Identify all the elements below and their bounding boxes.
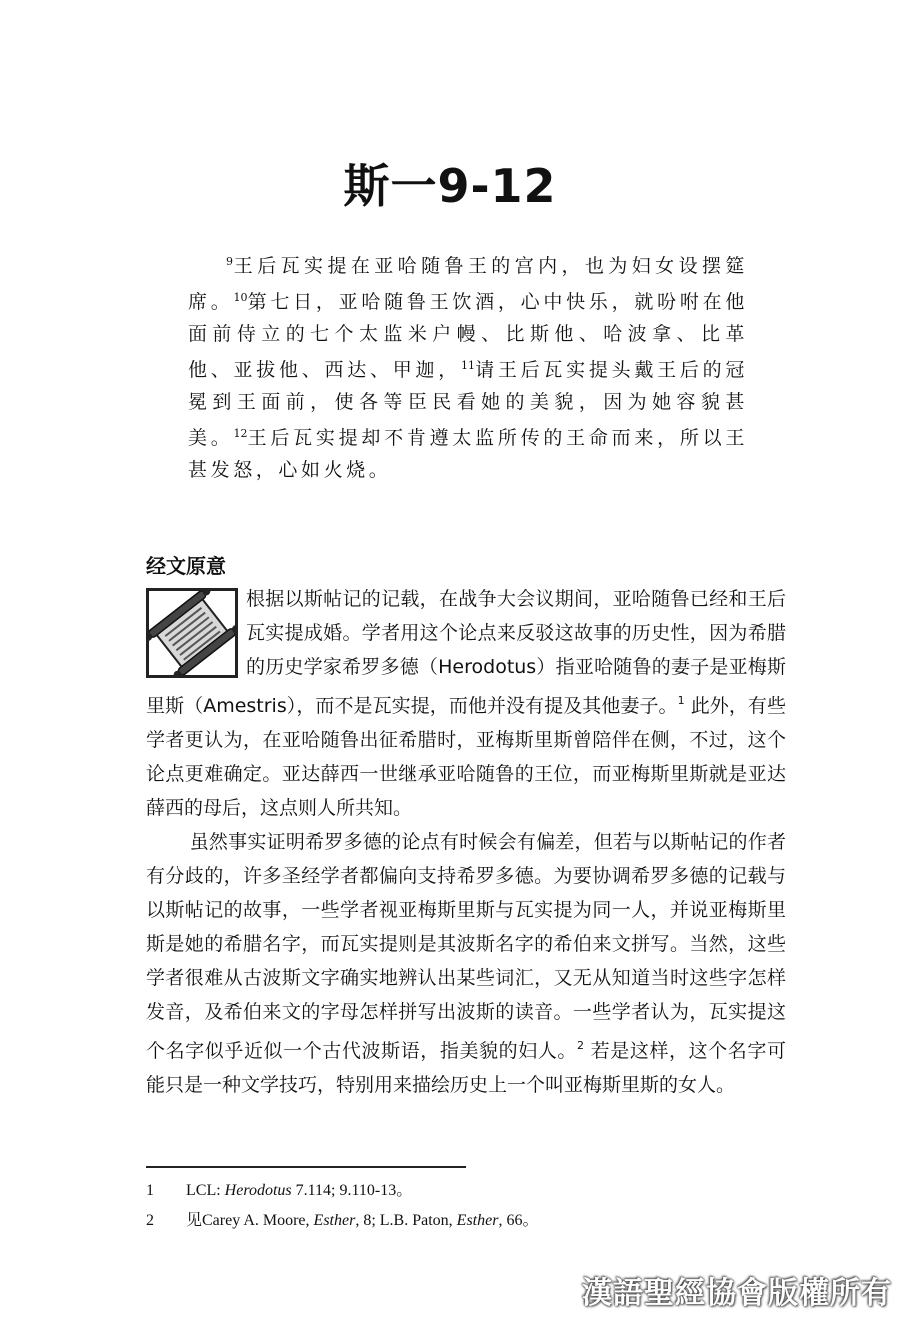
footnote-number: 2 — [146, 1212, 154, 1229]
verse-text: 王后瓦实提却不肯遵太监所传的王命而来，所以王甚发怒，心如火烧。 — [188, 427, 748, 481]
footnote-item — [146, 1206, 786, 1236]
scripture-passage — [188, 246, 748, 486]
scroll-icon — [146, 588, 238, 678]
footnote-item — [146, 1176, 786, 1206]
section-heading: 经文原意 — [146, 554, 226, 578]
verse-text: 请王后瓦实提头戴王后的冠冕到王面前，使各等臣民看她的美貌，因为她容貌甚美。 — [188, 359, 748, 449]
verse-number: 12 — [233, 427, 248, 440]
page-title: 斯一9-12 — [343, 159, 557, 213]
commentary-paragraph — [146, 582, 786, 825]
paragraph-text: 此外，有些学者更认为，在亚哈随鲁出征希腊时，亚梅斯里斯曾陪伴在侧，不过，这个论点更难确定。亚达薛西一世继承亚哈随鲁的王位，而亚梅斯里斯就是亚达薛西的母后，这点则人所共知。 — [146, 695, 786, 819]
footnote-text: 见Carey A. Moore, Esther, 8; L.B. Paton, Esther, 66。 — [186, 1212, 539, 1229]
footnote-divider — [146, 1166, 466, 1168]
copyright-watermark: 漢語聖經協會版權所有 — [582, 1276, 892, 1311]
footnote-ref[interactable]: 2 — [577, 1039, 585, 1052]
footnote-text: LCL: Herodotus 7.114; 9.110-13。 — [186, 1182, 413, 1199]
footnote-ref[interactable]: 1 — [677, 694, 685, 707]
paragraph-text: 虽然事实证明希罗多德的论点有时候会有偏差，但若与以斯帖记的作者有分歧的，许多圣经学者都偏向支持希罗多德。为要协调希罗多德的记载与以斯帖记的故事，一些学者视亚梅斯里斯与瓦实提为同一人，并说亚梅斯里斯是她的希腊名字，而瓦实提则是其波斯名字的希伯来文拼写。当然，这些学者很难从古波斯文字确实地辨认出某些词汇，又无从知道当时这些字怎样发音，及希伯来文的字母怎样拼写出波斯的读音。一些学者认为，瓦实提这个名字似乎近似一个古代波斯语，指美貌的妇人。 — [146, 831, 786, 1062]
footnote-number: 1 — [146, 1182, 154, 1199]
paragraph-text: 根据以斯帖记的记载，在战争大会议期间，亚哈随鲁已经和王后瓦实提成婚。学者用这个论点来反驳这故事的历史性，因为希腊的历史学家希罗多德（Herodotus）指亚哈随鲁的妻子是亚梅斯里斯（Amestris），而不是瓦实提，而他并没有提及其他妻子。 — [146, 588, 786, 717]
verse-number: 11 — [461, 359, 475, 372]
verse-number: 9 — [226, 255, 233, 268]
paragraph-text: 若是这样，这个名字可能只是一种文学技巧，特别用来描绘历史上一个叫亚梅斯里斯的女人。 — [146, 1040, 786, 1096]
commentary-paragraph — [146, 825, 786, 1102]
verse-text: 王后瓦实提在亚哈随鲁王的宫内，也为妇女设摆筵席。 — [188, 255, 748, 313]
verse-number: 10 — [233, 291, 248, 304]
verse-text: 第七日，亚哈随鲁王饮酒，心中快乐，就吩咐在他面前侍立的七个太监米户幔、比斯他、哈波拿、比革他、亚拔他、西达、甲迦， — [188, 291, 748, 381]
footnotes — [146, 1176, 786, 1236]
commentary-body — [146, 582, 786, 1102]
